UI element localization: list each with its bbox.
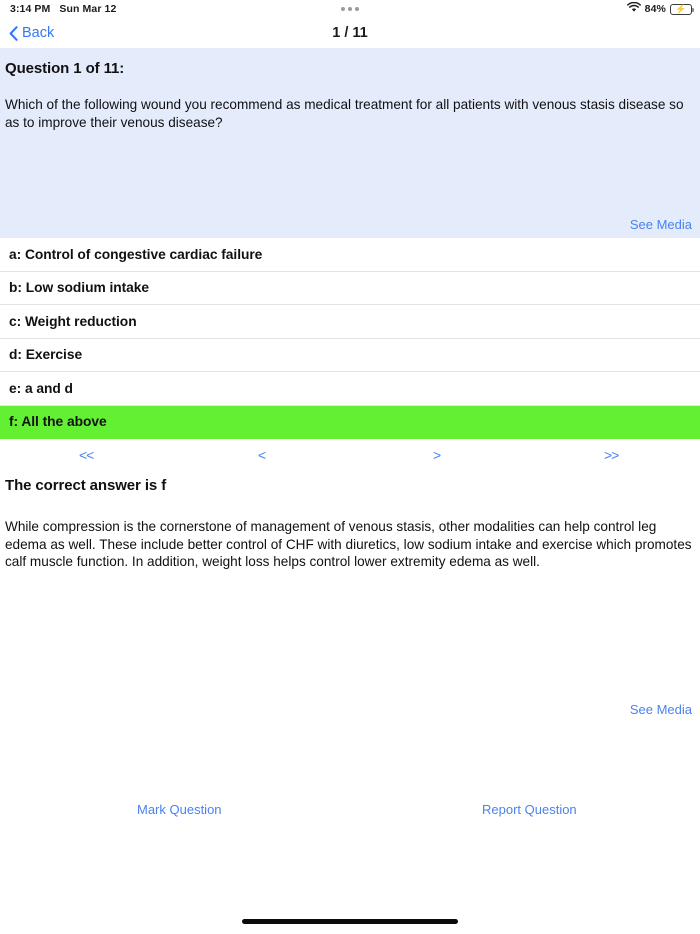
answer-option-b[interactable] <box>0 272 700 306</box>
see-media-link-question[interactable]: See Media <box>629 217 692 232</box>
answer-option-label: a: Control of congestive cardiac failure <box>9 246 263 262</box>
last-question-button[interactable]: >> <box>604 447 619 463</box>
home-indicator[interactable] <box>242 919 458 924</box>
battery-percent-label: 84% <box>644 3 666 15</box>
status-date: Sun Mar 12 <box>59 3 117 15</box>
status-bar-right <box>627 0 692 18</box>
status-time: 3:14 PM <box>10 3 51 15</box>
answer-option-a[interactable] <box>0 238 700 272</box>
answer-option-label: b: Low sodium intake <box>9 280 150 296</box>
answer-option-label: c: Weight reduction <box>9 313 137 329</box>
answer-option-d[interactable] <box>0 339 700 373</box>
answer-option-f[interactable] <box>0 406 700 440</box>
answer-option-c[interactable] <box>0 305 700 339</box>
back-button-label: Back <box>22 25 55 41</box>
question-panel <box>0 48 700 238</box>
status-bar <box>0 0 700 18</box>
question-heading: Question 1 of 11: <box>5 60 125 77</box>
previous-question-button[interactable]: < <box>258 447 266 463</box>
chevron-left-icon <box>9 26 18 41</box>
question-text: Which of the following wound you recommend as medical treatment for all patients with venous stasis disease so as to improve their venous disease? <box>5 97 684 130</box>
answer-option-label: e: a and d <box>9 380 73 396</box>
mark-question-button[interactable]: Mark Question <box>137 802 222 817</box>
back-button[interactable] <box>0 25 54 41</box>
next-question-button[interactable]: > <box>433 447 441 463</box>
battery-bolt-icon: ⚡ <box>675 3 687 14</box>
multitask-dots-icon[interactable] <box>0 0 700 18</box>
see-media-link-explanation[interactable]: See Media <box>629 702 692 717</box>
battery-charging-icon <box>670 4 692 15</box>
multitask-dot <box>341 7 345 11</box>
navigation-bar <box>0 18 700 48</box>
answer-option-e[interactable] <box>0 372 700 406</box>
wifi-icon <box>627 2 641 16</box>
multitask-dot <box>355 7 359 11</box>
answer-option-label: d: Exercise <box>9 347 83 363</box>
page-title: 1 / 11 <box>332 25 368 41</box>
explanation-text: While compression is the cornerstone of management of venous stasis, other modalities can help control leg edema as well. These include better control of CHF with diuretics, low sodium intake and exercise which promotes calf muscle function. In addition, weight loss helps control lower extremity edema as well. <box>5 519 692 569</box>
report-question-button[interactable]: Report Question <box>482 802 577 817</box>
answer-option-label: f: All the above <box>9 414 107 430</box>
first-question-button[interactable]: << <box>79 447 94 463</box>
correct-answer-heading: The correct answer is f <box>5 477 167 494</box>
footer-actions <box>0 802 700 820</box>
question-pager <box>0 439 700 477</box>
multitask-dot <box>348 7 352 11</box>
answer-options-list <box>0 238 700 439</box>
